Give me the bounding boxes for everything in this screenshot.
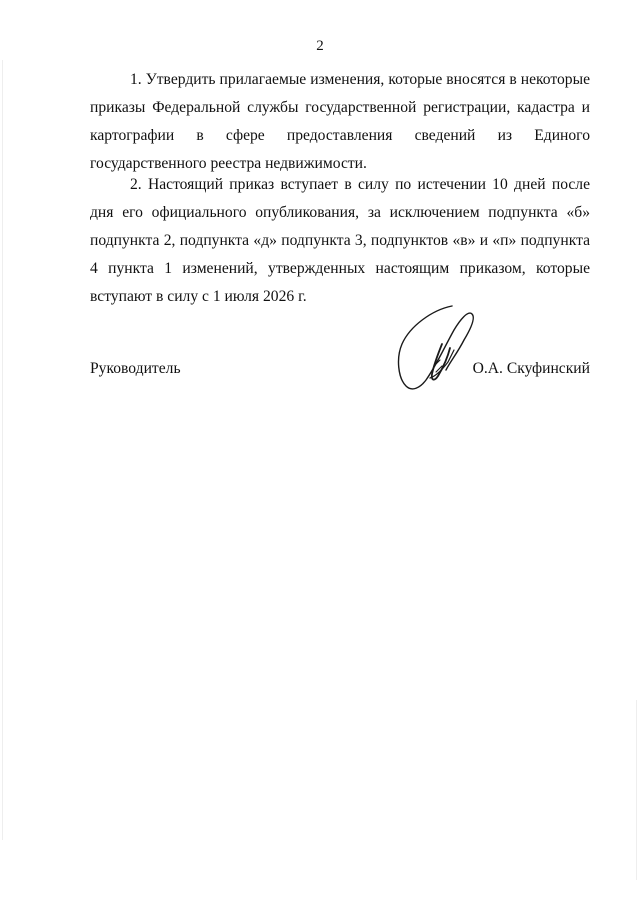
- paragraph-2-text: 2. Настоящий приказ вступает в силу по истечении 10 дней после дня его официального опубликования, за исключением подпункта «б» подпункта 2, подпункта «д» подпункта 3, подпунктов «в» и «п» подпункта 4 пункта 1 изменений, утвержденных настоящим приказом, которые вступают в силу с 1 июля 2026 г.: [90, 176, 590, 305]
- paragraph-2: [90, 171, 590, 311]
- scan-edge-mark-left: [2, 60, 3, 840]
- page-number: 2: [316, 38, 324, 54]
- signature-block: [90, 358, 590, 382]
- paragraph-1: [90, 66, 590, 178]
- scan-edge-mark-right: [636, 700, 637, 880]
- paragraph-1-text: 1. Утвердить прилагаемые изменения, которые вносятся в некоторые приказы Федеральной службы государственной регистрации, кадастра и картографии в сфере предоставления сведений из Единого государственного реестра недвижимости.: [90, 71, 590, 172]
- signatory-role: Руководитель: [90, 360, 181, 377]
- signatory-name: О.А. Скуфинский: [472, 360, 590, 377]
